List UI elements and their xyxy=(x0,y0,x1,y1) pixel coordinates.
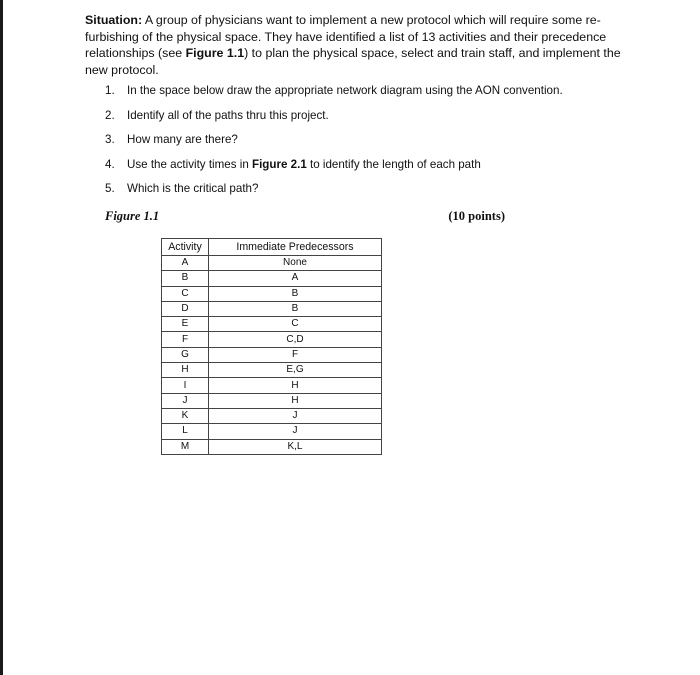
table-row xyxy=(162,363,382,378)
predecessor-cell: C,D xyxy=(209,332,382,347)
table-row xyxy=(162,271,382,286)
page-left-border xyxy=(0,0,3,675)
predecessor-cell: B xyxy=(209,286,382,301)
activity-cell: F xyxy=(162,332,209,347)
predecessor-cell: J xyxy=(209,408,382,423)
predecessor-cell: A xyxy=(209,271,382,286)
activity-cell: M xyxy=(162,439,209,454)
situation-text-1: A group of physicians want to implement a new protocol which will require some re-furbishing of the physical space. They have identified a list of 13 activities and their precedence relationships (see xyxy=(85,13,607,60)
question-4-text-1: Use the activity times in xyxy=(127,157,252,171)
question-number: 4. xyxy=(105,157,115,171)
activity-cell: H xyxy=(162,363,209,378)
document-page xyxy=(85,12,625,452)
table-row xyxy=(162,317,382,332)
predecessor-cell: H xyxy=(209,378,382,393)
table-row xyxy=(162,408,382,423)
question-text: Identify all of the paths thru this project. xyxy=(127,108,329,122)
points-label: (10 points) xyxy=(448,209,505,223)
question-text: In the space below draw the appropriate network diagram using the AON convention. xyxy=(127,84,563,97)
activity-cell: K xyxy=(162,408,209,423)
activity-cell: B xyxy=(162,271,209,286)
table-row xyxy=(162,439,382,454)
predecessor-table xyxy=(161,238,382,455)
activity-cell: I xyxy=(162,378,209,393)
table-row xyxy=(162,424,382,439)
header-predecessors: Immediate Predecessors xyxy=(209,239,382,256)
question-4-figure-ref: Figure 2.1 xyxy=(252,157,307,171)
question-3 xyxy=(105,132,625,157)
table-row xyxy=(162,301,382,316)
question-1 xyxy=(105,83,625,108)
predecessor-cell: B xyxy=(209,301,382,316)
question-list xyxy=(85,83,625,206)
situation-paragraph xyxy=(85,12,625,78)
predecessor-cell: None xyxy=(209,256,382,271)
question-number: 5. xyxy=(105,182,115,195)
question-4 xyxy=(105,157,625,182)
predecessor-cell: K,L xyxy=(209,439,382,454)
predecessor-cell: H xyxy=(209,393,382,408)
table-row xyxy=(162,393,382,408)
question-number: 1. xyxy=(105,84,115,97)
table-row xyxy=(162,332,382,347)
activity-cell: C xyxy=(162,286,209,301)
activity-cell: J xyxy=(162,393,209,408)
table-header-row xyxy=(162,239,382,256)
figure-caption-row xyxy=(105,209,505,224)
activity-cell: D xyxy=(162,301,209,316)
table-row xyxy=(162,347,382,362)
table-row xyxy=(162,286,382,301)
situation-figure-ref: Figure 1.1 xyxy=(185,46,245,60)
question-2 xyxy=(105,108,625,133)
predecessor-cell: J xyxy=(209,424,382,439)
header-activity: Activity xyxy=(162,239,209,256)
figure-title: Figure 1.1 xyxy=(105,209,160,223)
question-text: How many are there? xyxy=(127,133,238,146)
predecessor-cell: F xyxy=(209,347,382,362)
table-row xyxy=(162,378,382,393)
question-number: 3. xyxy=(105,133,115,146)
activity-cell: E xyxy=(162,317,209,332)
question-text xyxy=(127,157,481,182)
activity-cell: A xyxy=(162,256,209,271)
predecessor-cell: E,G xyxy=(209,363,382,378)
activity-cell: L xyxy=(162,424,209,439)
question-text: Which is the critical path? xyxy=(127,182,259,195)
predecessor-cell: C xyxy=(209,317,382,332)
situation-text-2: ) to plan the physical space, select and train staff, and implement the new protocol. xyxy=(85,46,621,77)
question-4-text-2: to identify the length of each path xyxy=(306,157,481,171)
table-row xyxy=(162,256,382,271)
situation-label: Situation: xyxy=(85,13,143,27)
question-number: 2. xyxy=(105,108,115,122)
activity-cell: G xyxy=(162,347,209,362)
question-5 xyxy=(105,181,625,206)
